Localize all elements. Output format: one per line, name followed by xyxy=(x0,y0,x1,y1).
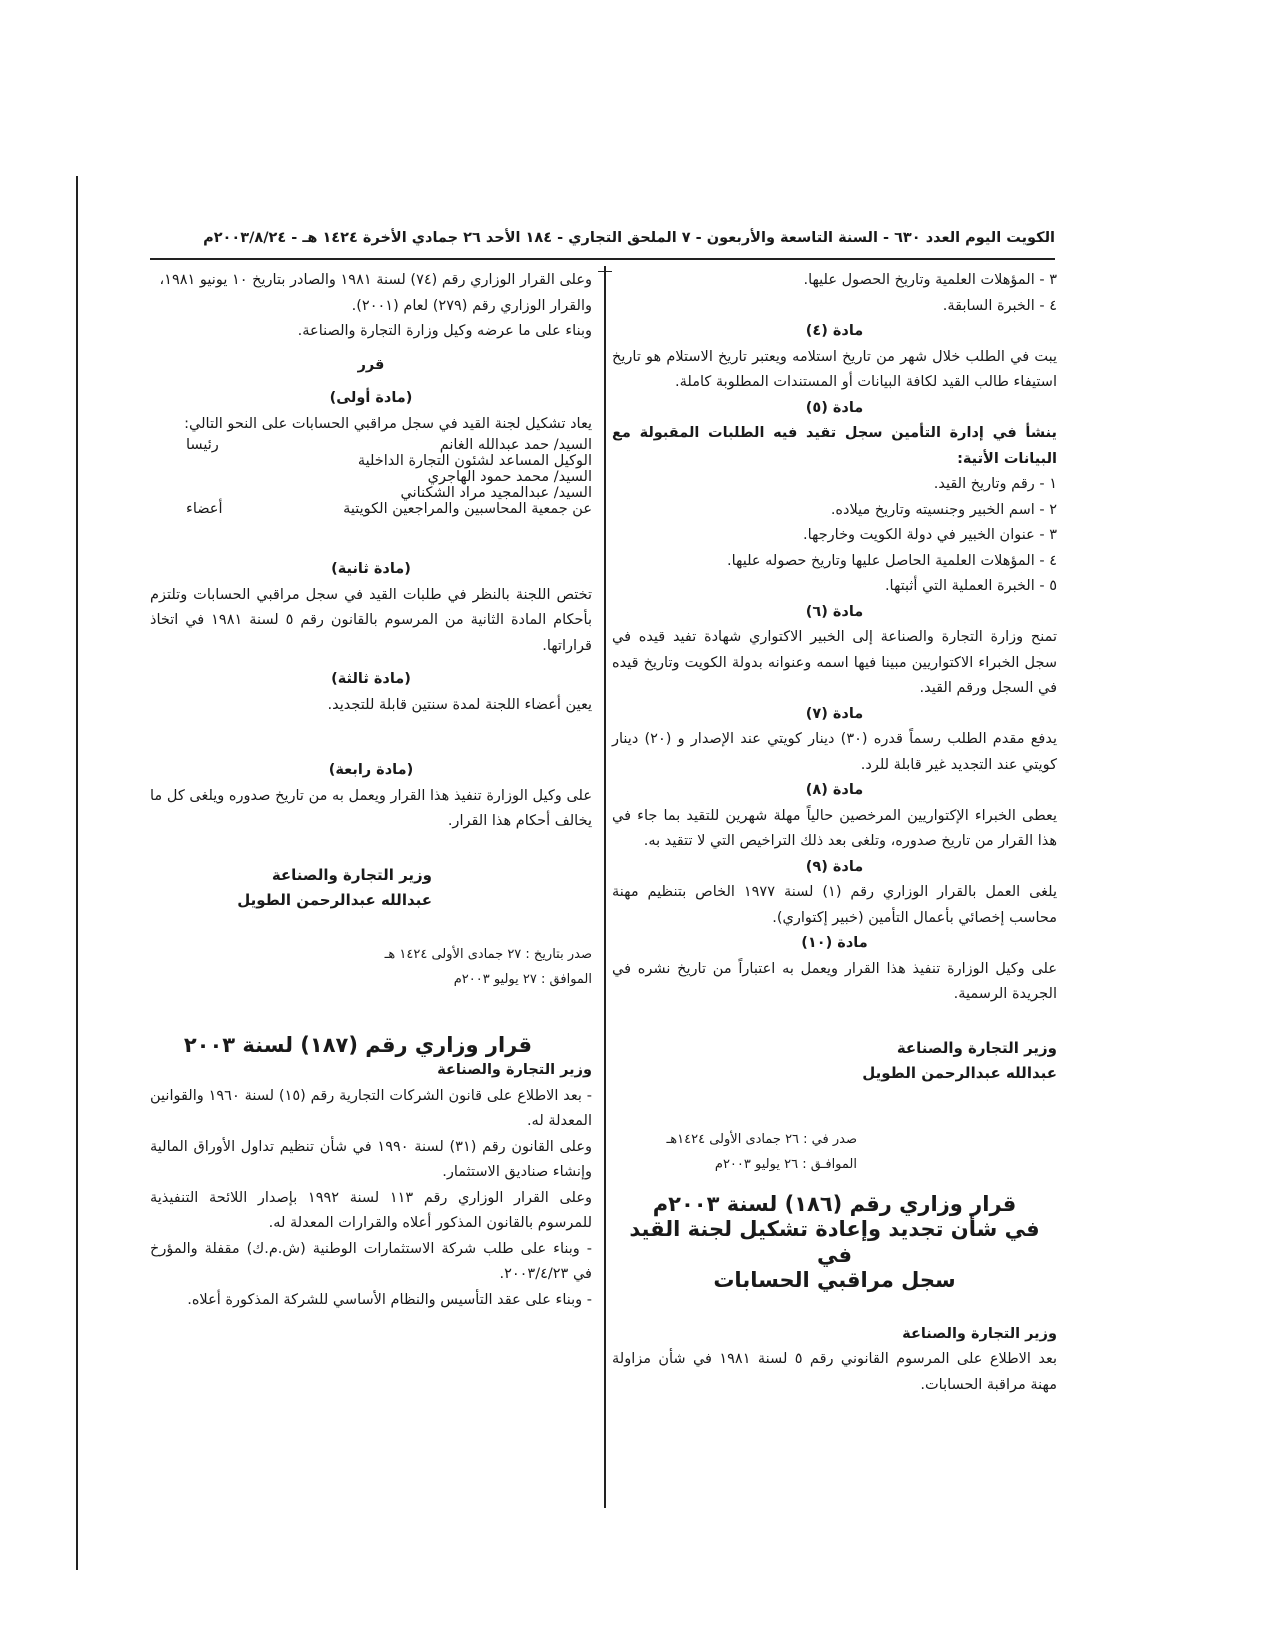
left-column xyxy=(150,268,592,1313)
member-role: أعضاء xyxy=(186,501,223,517)
decree-paragraph: وعلى القرار الوزاري رقم ١١٣ لسنة ١٩٩٢ بإصدار اللائحة التنفيذية للمرسوم بالقانون المذكور أعلاه والقرارات المعدلة له. xyxy=(150,1189,592,1231)
list-item: ٥ - الخبرة العملية التي أثبتها. xyxy=(884,578,1057,594)
minister-heading: وزير التجارة والصناعة xyxy=(437,1062,592,1078)
member-name: السيد/ حمد عبدالله الغانم xyxy=(439,437,592,453)
decree-subtitle: في شأن تجديد وإعادة تشكيل لجنة القيد في xyxy=(629,1217,1040,1267)
article-heading: مادة (٥) xyxy=(805,399,864,416)
header-rule xyxy=(150,258,1055,260)
page-header xyxy=(150,230,1055,256)
decree-paragraph: - وبناء على طلب شركة الاستثمارات الوطنية (ش.م.ك) مقفلة والمؤرخ في ٢٠٠٣/٤/٢٣. xyxy=(150,1240,592,1282)
issued-date: صدر في : ٢٦ جمادى الأولى ١٤٢٤هـ xyxy=(666,1131,857,1147)
right-column xyxy=(612,268,1057,1398)
decree-paragraph: - بعد الاطلاع على قانون الشركات التجارية رقم (١٥) لسنة ١٩٦٠ والقوانين المعدلة له. xyxy=(150,1087,592,1129)
signature-name: عبدالله عبدالرحمن الطويل xyxy=(237,891,432,909)
signature-title: وزير التجارة والصناعة xyxy=(271,865,432,884)
article-text: يبت في الطلب خلال شهر من تاريخ استلامه ويعتبر تاريخ الاستلام هو تاريخ استيفاء طالب القيد لكافة البيانات أو المستندات المطلوبة كاملة. xyxy=(612,348,1057,390)
column-divider xyxy=(604,266,606,1508)
preamble-text: وعلى القرار الوزاري رقم (٧٤) لسنة ١٩٨١ والصادر بتاريخ ١٠ يونيو ١٩٨١، xyxy=(159,272,592,288)
article-heading: (مادة أولى) xyxy=(329,390,413,406)
decree-paragraph: وعلى القانون رقم (٣١) لسنة ١٩٩٠ في شأن تنظيم تداول الأوراق المالية وإنشاء صناديق الاستثمار. xyxy=(150,1138,593,1180)
signature-title: وزير التجارة والصناعة xyxy=(896,1038,1057,1057)
committee-member xyxy=(150,453,592,469)
page-margin-line xyxy=(76,176,78,1570)
article-heading: مادة (٦) xyxy=(805,603,864,620)
decree-title: قرار وزاري رقم (١٨٦) لسنة ٢٠٠٣م xyxy=(652,1191,1017,1216)
decree-subtitle: سجل مراقبي الحسابات xyxy=(713,1268,956,1292)
article-text: يعاد تشكيل لجنة القيد في سجل مراقبي الحسابات على النحو التالي: xyxy=(184,415,592,432)
issued-date-gregorian: الموافق : ٢٧ يوليو ٢٠٠٣م xyxy=(453,972,592,987)
article-heading: مادة (٩) xyxy=(805,858,864,875)
decree-preamble: بعد الاطلاع على المرسوم القانوني رقم ٥ لسنة ١٩٨١ في شأن مزاولة مهنة مراقبة الحسابات. xyxy=(612,1351,1057,1393)
article-heading: (مادة ثانية) xyxy=(331,561,411,577)
list-item: ٣ - المؤهلات العلمية وتاريخ الحصول عليها. xyxy=(803,272,1057,288)
issued-date-gregorian: الموافـق : ٢٦ يوليو ٢٠٠٣م xyxy=(714,1157,857,1172)
signature-name: عبدالله عبدالرحمن الطويل xyxy=(862,1064,1057,1082)
article-text: يدفع مقدم الطلب رسماً قدره (٣٠) دينار كويتي عند الإصدار و (٢٠) دينار كويتي عند التجديد غير قابلة للرد. xyxy=(612,731,1057,773)
list-item: ٢ - اسم الخبير وجنسيته وتاريخ ميلاده. xyxy=(830,501,1057,518)
article-text: تختص اللجنة بالنظر في طلبات القيد في سجل مراقبي الحسابات وتلتزم بأحكام المادة الثانية من المرسوم بالقانون رقم ٥ لسنة ١٩٨١ في اتخاذ قراراتها. xyxy=(150,586,592,654)
header-text: الكويت اليوم العدد ٦٣٠ - السنة التاسعة والأربعون - ٧ الملحق التجاري - ١٨٤ الأحد ٢٦ جمادي الأخرة ١٤٢٤ هـ - ٢٠٠٣/٨/٢٤م xyxy=(203,230,1055,246)
member-role xyxy=(150,469,186,485)
member-name: الوكيل المساعد لشئون التجارة الداخلية xyxy=(357,453,592,469)
article-text: تمنح وزارة التجارة والصناعة إلى الخبير الاكتواري شهادة تفيد قيده في سجل الخبراء الاكتواريين مبينا فيها اسمه وعنوانه بدولة الكويت وتاريخ قيده في السجل ورقم القيد. xyxy=(612,629,1057,696)
minister-heading: وزير التجارة والصناعة xyxy=(902,1325,1057,1342)
article-heading: مادة (٧) xyxy=(805,705,864,722)
article-heading: مادة (٨) xyxy=(805,782,864,798)
column-divider-tick xyxy=(598,271,612,272)
member-name: عن جمعية المحاسبين والمراجعين الكويتية xyxy=(343,501,592,517)
committee-member xyxy=(150,437,592,453)
member-role: رئيسا xyxy=(186,437,219,453)
article-text: على وكيل الوزارة تنفيذ هذا القرار ويعمل به من تاريخ صدوره ويلغى كل ما يخالف أحكام هذا القرار. xyxy=(150,787,592,829)
list-item: ١ - رقم وتاريخ القيد. xyxy=(933,476,1057,492)
committee-member xyxy=(150,469,592,485)
preamble-text: وبناء على ما عرضه وكيل وزارة التجارة والصناعة. xyxy=(297,323,592,339)
member-role xyxy=(150,485,186,501)
decided-heading: قرر xyxy=(357,356,385,373)
decree-paragraph: - وبناء على عقد التأسيس والنظام الأساسي للشركة المذكورة أعلاه. xyxy=(187,1291,592,1308)
list-item: ٣ - عنوان الخبير في دولة الكويت وخارجها. xyxy=(803,527,1057,543)
article-heading: مادة (٤) xyxy=(805,323,864,339)
article-text: يعطى الخبراء الإكتواريين المرخصين حالياً مهلة شهرين للتقيد بما جاء في هذا القرار من تاريخ صدوره، وتلغى بعد ذلك التراخيص التي لا تتقيد به. xyxy=(612,807,1057,849)
article-text: على وكيل الوزارة تنفيذ هذا القرار ويعمل به اعتباراً من تاريخ نشره في الجريدة الرسمية. xyxy=(612,960,1057,1002)
member-name: السيد/ محمد حمود الهاجري xyxy=(427,469,592,485)
member-name: السيد/ عبدالمجيد مراد الشكناني xyxy=(400,485,592,501)
committee-member xyxy=(150,501,592,517)
committee-member xyxy=(150,485,592,501)
issued-date: صدر بتاريخ : ٢٧ جمادى الأولى ١٤٢٤ هـ xyxy=(384,946,592,962)
list-item: ٤ - الخبرة السابقة. xyxy=(942,297,1057,314)
article-heading: (مادة رابعة) xyxy=(328,762,414,778)
article-text: يلغى العمل بالقرار الوزاري رقم (١) لسنة ١٩٧٧ الخاص بتنظيم مهنة محاسب إخصائي بأعمال التأمين (خبير إكتواري). xyxy=(612,884,1057,926)
decree-title: قرار وزاري رقم (١٨٧) لسنة ٢٠٠٣ xyxy=(183,1032,532,1057)
member-role xyxy=(150,453,186,469)
article-heading: (مادة ثالثة) xyxy=(331,671,411,687)
preamble-text: والقرار الوزاري رقم (٢٧٩) لعام (٢٠٠١). xyxy=(351,297,592,314)
list-item: ٤ - المؤهلات العلمية الحاصل عليها وتاريخ حصوله عليها. xyxy=(726,552,1057,569)
article-text: يعين أعضاء اللجنة لمدة سنتين قابلة للتجديد. xyxy=(327,696,592,713)
article-heading: مادة (١٠) xyxy=(801,935,868,951)
article-text: ينشأ في إدارة التأمين سجل تقيد فيه الطلبات المقبولة مع البيانات الأتية: xyxy=(612,425,1057,467)
